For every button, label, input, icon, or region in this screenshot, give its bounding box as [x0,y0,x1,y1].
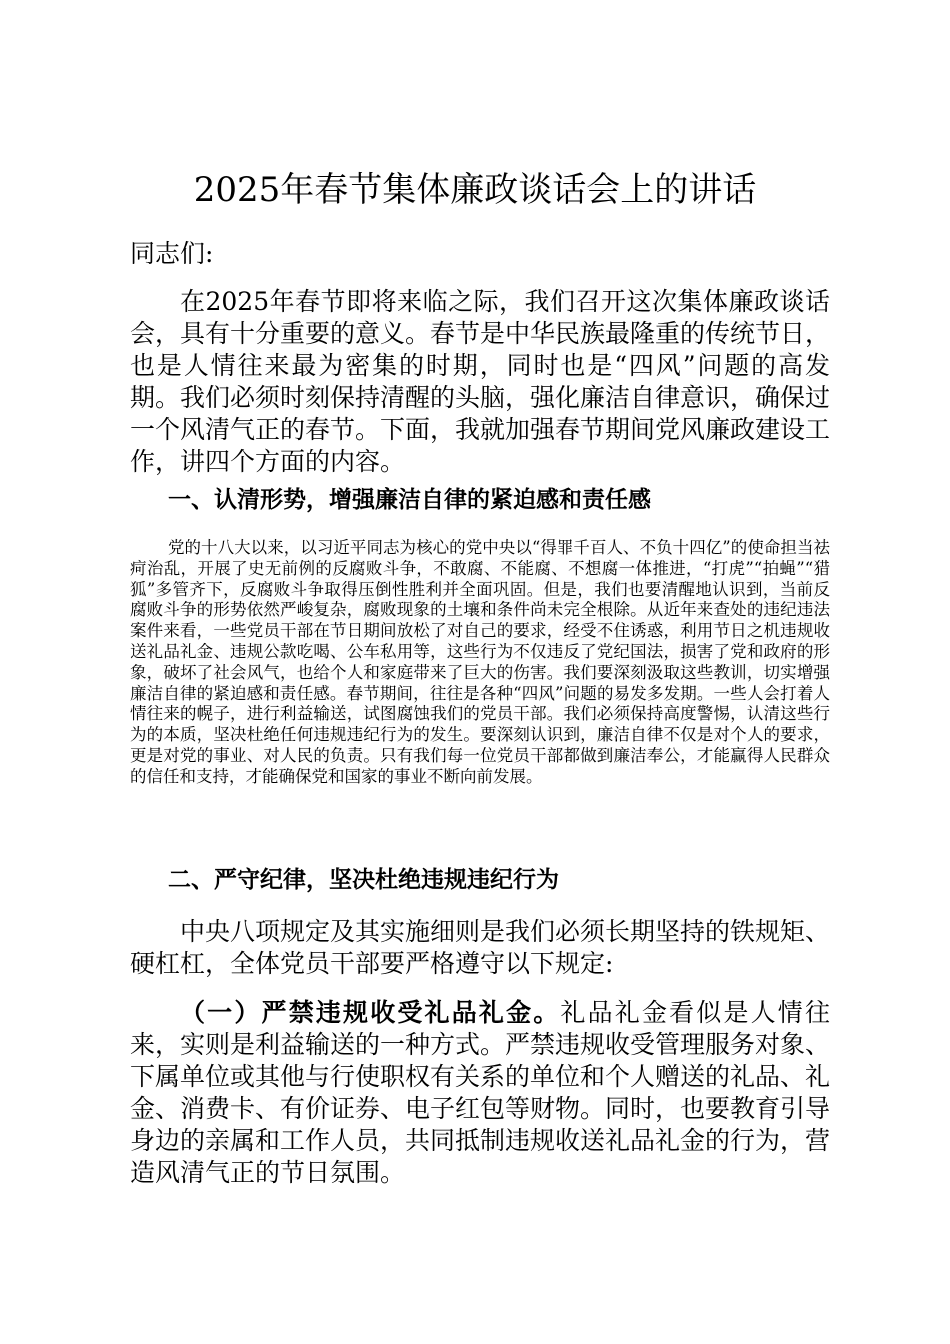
section-1-heading: 一、认清形势，增强廉洁自律的紧迫感和责任感 [168,486,651,513]
salutation: 同志们: [130,239,214,268]
section-2-intro: 中央八项规定及其实施细则是我们必须长期坚持的铁规矩、硬杠杠，全体党员干部要严格遵守以下规定: [130,917,831,978]
document-title: 2025年春节集体廉政谈话会上的讲话 [193,170,757,210]
section-1-body: 党的十八大以来，以习近平同志为核心的党中央以“得罪千百人、不负十四亿”的使命担当祛疴治乱，开展了史无前例的反腐败斗争，不敢腐、不能腐、不想腐一体推进，“打虎”“拍蝇”“猎狐”多管齐下，反腐败斗争取得压倒性胜利并全面巩固。但是，我们也要清醒地认识到，当前反腐败斗争的形势依然严峻复杂，腐败现象的土壤和条件尚未完全根除。从近年来查处的违纪违法案件来看，一些党员干部在节日期间放松了对自己的要求，经受不住诱惑，利用节日之机违规收送礼品礼金、违规公款吃喝、公车私用等，这些行为不仅违反了党纪国法，损害了党和政府的形象，破坏了社会风气，也给个人和家庭带来了巨大的伤害。我们要深刻汲取这些教训，切实增强廉洁自律的紧迫感和责任感。春节期间，往往是各种“四风”问题的易发多发期。一些人会打着人情往来的幌子，进行利益输送，试图腐蚀我们的党员干部。我们必须保持高度警惕，认清这些行为的本质，坚决杜绝任何违规违纪行为的发生。要深刻认识到，廉洁自律不仅是对个人的要求，更是对党的事业、对人民的负责。只有我们每一位党员干部都做到廉洁奉公，才能赢得人民群众的信任和支持，才能确保党和国家的事业不断向前发展。 [130,538,830,786]
intro-paragraph: 在2025年春节即将来临之际，我们召开这次集体廉政谈话会，具有十分重要的意义。春节是中华民族最隆重的传统节日，也是人情往来最为密集的时期，同时也是“四风”问题的高发期。我们必须时刻保持清醒的头脑，强化廉洁自律意识，确保过一个风清气正的春节。下面，我就加强春节期间党风廉政建设工作，讲四个方面的内容。 [130,287,831,476]
section-2-item-1 [130,997,830,1189]
item-1-lead: （一）严禁违规收受礼品礼金。 [180,998,561,1027]
item-1-text: 礼品礼金看似是人情往来，实则是利益输送的一种方式。严禁违规收受管理服务对象、下属单位或其他与行使职权有关系的单位和个人赠送的礼品、礼金、消费卡、有价证券、电子红包等财物。同时，也要教育引导身边的亲属和工作人员，共同抵制违规收送礼品礼金的行为，营造风清气正的节日氛围。 [130,998,831,1187]
section-2-heading: 二、严守纪律，坚决杜绝违规违纪行为 [168,866,559,893]
